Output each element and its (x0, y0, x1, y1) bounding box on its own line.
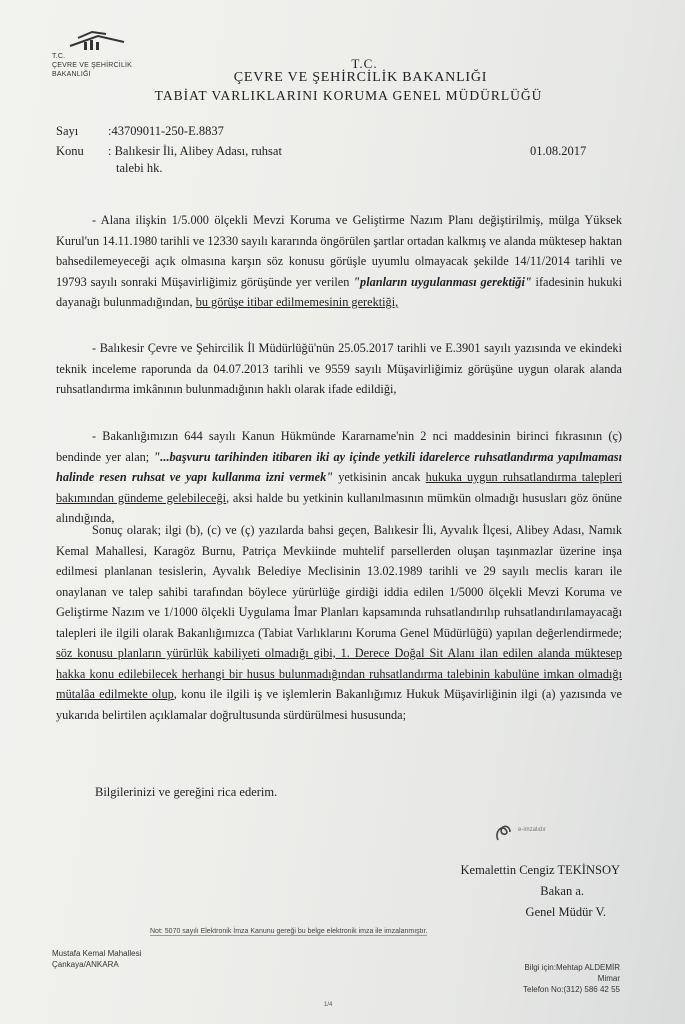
header-directorate: TABİAT VARLIKLARINI KORUMA GENEL MÜDÜRLÜĞÜ (154, 88, 543, 103)
paragraph-conclusion: Sonuç olarak; ilgi (b), (c) ve (ç) yazılarda bahsi geçen, Balıkesir İli, Ayvalık İlçesi, Alibey Adası, Namık Kemal Mahallesi, Karagöz Burnu, Patriça Mevkiinde muhtelif parsellerden oluşan taşınmazlar üzerine inşa edilmesi planlanan tesislerin, Ayvalık Belediye Meclisinin 13.02.1989 tarihli ve 29 sayılı meclis kararı ile onaylanan ve talep sahibi tarafından böylece yürürlüğe girdiği iddia edilen 1/5000 ölçekli Mevzi Koruma ve Geliştirme Nazım ve 1/1000 ölçekli Uygulama İmar Planları kapsamında ruhsatlandırılıp ruhsatlandırılamayacağı talepleri ile ilgili olarak Bakanlığımızca (Tabiat Varlıklarını Koruma Genel Müdürlüğü) yapılan değerlendirmede; söz konusu planların yürürlük kabiliyeti olmadığı gibi, 1. Derece Doğal Sit Alanı ilan edilen alanda müktesep hakka konu edilebilecek herhangi bir husus bulunmadığından ruhsatlandırma talebinin kabulüne imkan olmadığı mütalâa edilmekte olup, konu ile ilgili iş ve işlemlerin Bakanlığımız Hukuk Müşavirliğinin ilgi (a) yazısında ve yukarıda belirtilen açıklamalar doğrultusunda sürdürülmesi hususunda; (56, 523, 622, 722)
sayi-value: :43709011-250-E.8837 (108, 124, 224, 138)
page-number: 1/4 (324, 1002, 333, 1008)
e-signature-stamp: e-imzalıdır (518, 827, 547, 833)
header-tc: T.C. (351, 56, 378, 71)
e-signature-icon (492, 822, 516, 844)
footer-contact: Bilgi için:Mehtap ALDEMİR Mimar Telefon No:(312) 586 42 55 (523, 963, 620, 994)
closing-line: Bilgilerinizi ve gereğini rica ederim. (95, 785, 278, 799)
footer-address: Mustafa Kemal Mahallesi Çankaya/ANKARA (52, 949, 142, 969)
signer-block (440, 860, 620, 923)
sayi-label: Sayı (56, 124, 79, 138)
signer-title-1: Bakan a. (540, 884, 584, 898)
e-signature-note: Not: 5070 sayılı Elektronik İmza Kanunu gereği bu belge elektronik imza ile imzalanmıştır. (150, 928, 428, 935)
konu-value: : Balıkesir İli, Alibey Adası, ruhsat (108, 144, 282, 158)
logo-caption: T.C. ÇEVRE VE ŞEHİRCİLİK BAKANLIĞI (52, 53, 133, 78)
konu-label: Konu (56, 144, 84, 158)
paragraph-2: - Balıkesir Çevre ve Şehircilik İl Müdürlüğü'nün 25.05.2017 tarihli ve E.3901 sayılı yazısında ve ekindeki teknik inceleme raporunda da 04.07.2013 tarihli ve 9559 sayılı Müşavirliğimiz görüşüne uygun olarak alanda ruhsatlandırma imkânının bulunmadığının haklı olarak ifade edildiği, (56, 341, 622, 396)
signer-title-2: Genel Müdür V. (525, 905, 606, 919)
konu-value-cont: talebi hk. (116, 161, 163, 175)
paragraph-3: - Bakanlığımızın 644 sayılı Kanun Hükmünde Kararname'nin 2 nci maddesinin birinci fıkrasının (ç) bendinde yer alan; "...başvuru tarihinden itibaren iki ay içinde yetkili idarelerce ruhsatlandırma yapılmaması halinde resen ruhsat ve yapı kullanma izni vermek" yetkisinin ancak hukuka uygun ruhsatlandırma talepleri bakımından gündeme gelebileceği, aksi halde bu yetkinin kullanılmasının mümkün olmadığı hususları göz önüne alındığında, (56, 429, 623, 525)
document-date: 01.08.2017 (530, 144, 587, 158)
header-ministry: ÇEVRE VE ŞEHİRCİLİK BAKANLIĞI (233, 70, 488, 85)
paragraph-1: - Alana ilişkin 1/5.000 ölçekli Mevzi Koruma ve Geliştirme Nazım Planı değiştirilmiş, mülga Yüksek Kurul'un 14.11.1980 tarihli ve 12330 sayılı kararında öngörülen şartlar ortadan kalkmış ve alanda müktesep haktan bahsedilemeyeceği açık olmasına karşın söz konusu görüşle uyumlu olmayacak şekilde 14/11/2014 tarihli ve 19793 sayılı sonraki Müşavirliğimiz görüşünde yer verilen "planların uygulanması gerektiği" ifadesinin hukuki dayanağı bulunmadığından, bu görüşe itibar edilmemesinin gerektiği, (56, 213, 622, 309)
signer-name: Kemalettin Cengiz TEKİNSOY (460, 863, 620, 877)
